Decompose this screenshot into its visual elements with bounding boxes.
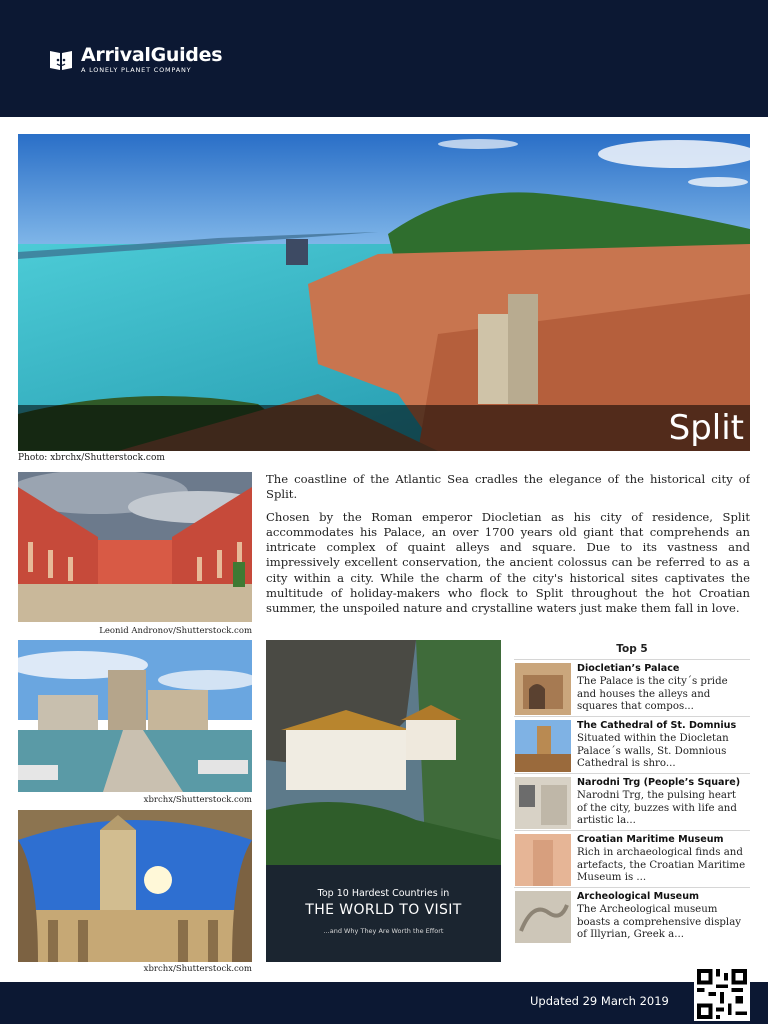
brand-name: ArrivalGuides xyxy=(81,44,223,66)
promo-line-3: ...and Why They Are Worth the Effort xyxy=(323,927,444,935)
cathedral-bell-tower-photo xyxy=(18,810,252,962)
top5-item[interactable] xyxy=(514,659,750,716)
intro-paragraph-1: The coastline of the Atlantic Sea cradles the elegance of the historical city of Split. xyxy=(266,472,750,502)
top5-thumbnail xyxy=(515,891,571,943)
top5-item-name: The Cathedral of St. Domnius xyxy=(577,720,737,731)
top5-item[interactable] xyxy=(514,716,750,773)
cathedral-photo-credit: xbrchx/Shutterstock.com xyxy=(143,964,252,974)
brand-logo[interactable] xyxy=(47,44,222,75)
top5-list xyxy=(514,659,750,944)
top5-item[interactable] xyxy=(514,887,750,944)
bhutan-monastery-photo xyxy=(266,640,501,865)
header-bar xyxy=(0,0,768,117)
top5-item[interactable] xyxy=(514,773,750,830)
top5-item-name: Diocletian’s Palace xyxy=(577,663,680,674)
narodni-square-photo xyxy=(18,472,252,622)
hero-photo-credit: Photo: xbrchx/Shutterstock.com xyxy=(18,453,165,463)
city-title: Split xyxy=(668,408,744,448)
top5-item-desc: Situated within the Diocletan Palace´s walls, St. Domnious Cathedral is shro... xyxy=(577,733,729,770)
top5-item[interactable] xyxy=(514,830,750,887)
harbor-walkway-photo xyxy=(18,640,252,792)
top5-item-name: Archeological Museum xyxy=(577,891,700,902)
hero-image xyxy=(18,134,750,451)
top5-thumbnail xyxy=(515,777,571,829)
hero-title-bar xyxy=(18,405,750,451)
top5-item-name: Narodni Trg (People’s Square) xyxy=(577,777,741,788)
top5-thumbnail xyxy=(515,663,571,715)
top5-item-name: Croatian Maritime Museum xyxy=(577,834,724,845)
book-logo-icon xyxy=(47,46,75,74)
top5-item-desc: Rich in archaeological finds and artefacts, the Croatian Maritime Museum is ... xyxy=(577,847,746,884)
split-panorama-photo xyxy=(18,134,750,451)
promo-line-2: THE WORLD TO VISIT xyxy=(305,902,462,918)
promo-line-1: Top 10 Hardest Countries in xyxy=(317,888,450,899)
intro-text xyxy=(266,472,750,620)
top5-item-desc: The Palace is the city´s pride and houses the alleys and squares that compos... xyxy=(577,676,728,713)
top5-item-desc: Narodni Trg, the pulsing heart of the city, buzzes with life and artistic la... xyxy=(577,790,737,827)
updated-date: Updated 29 March 2019 xyxy=(530,994,669,1008)
top5-item-desc: The Archeological museum boasts a comprehensive display of Illyrian, Greek a... xyxy=(577,904,742,941)
top5-thumbnail xyxy=(515,834,571,886)
footer-bar xyxy=(0,982,768,1024)
brand-tagline: A LONELY PLANET COMPANY xyxy=(81,66,192,74)
intro-paragraph-2: Chosen by the Roman emperor Diocletian as his city of residence, Split accommodates his Palace, an over 1700 years old giant that comprehends an intricate complex of quaint alleys and square. Due to its vastness and impressively excellent conservation, the ancient colossus can be referred to as a city within a city. While the charm of the city's historical sites captivates the multitude of holiday-makers who flock to Split throughout the hot Croatian summer, the unspoiled nature and crystalline waters just make them fall in love. xyxy=(266,509,750,616)
top5-heading: Top 5 xyxy=(616,643,648,655)
harbor-photo-credit: xbrchx/Shutterstock.com xyxy=(143,795,252,805)
promo-banner[interactable] xyxy=(266,640,501,962)
top5-thumbnail xyxy=(515,720,571,772)
square-photo-credit: Leonid Andronov/Shutterstock.com xyxy=(99,626,252,636)
qr-code-icon[interactable] xyxy=(694,967,750,1021)
